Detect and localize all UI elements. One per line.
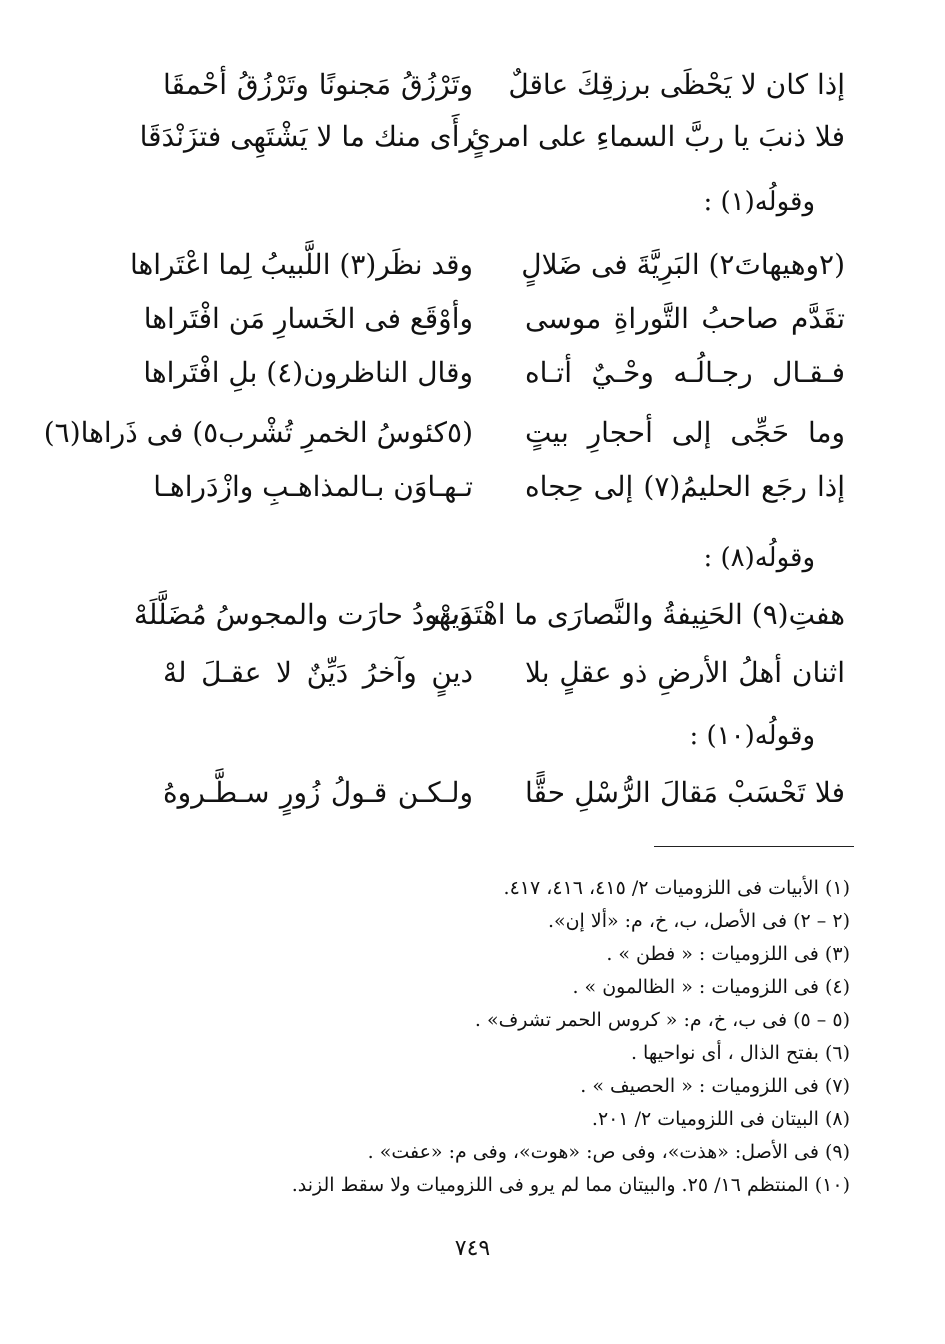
verse-second-hemistich: وأوْقَع فى الخَسارِ مَن افْتَراها [143,302,473,335]
verse-second-hemistich: رأَى منك ما لا يَشْتَهِى فتزَنْدَقَا [139,120,473,153]
verse-second-hemistich: دينٍ وآخرُ دَيِّنٌ لا عقـلَ لهْ [163,656,473,689]
verse-first-hemistich: هفتِ(٩) الحَنِيفةُ والنَّصارَى ما اهْتَدَتْ [433,598,845,631]
verse-first-hemistich: إذا رجَع الحليمُ(٧) إلى حِجاه [525,470,845,503]
verse-first-hemistich: وما حَجِّى إلى أحجارِ بيتٍ [525,416,845,449]
verse-second-hemistich: (٥كئوسُ الخمرِ تُشْرب٥) فى ذَراها(٦) [43,416,473,449]
verse-first-hemistich: فلا تَحْسَبْ مَقالَ الرُّسْلِ حقًّا [525,776,845,809]
verse-first-hemistich: فلا ذنبَ يا ربَّ السماءِ على امرئٍ [468,120,845,153]
verse-line [0,240,945,290]
footnote: (٨) البيتان فى اللزوميات ٢/ ٢٠١. [591,1108,850,1130]
footnote: (١٠) المنتظم ١٦/ ٢٥. والبيتان مما لم يرو فى اللزوميات ولا سقط الزند. [291,1174,850,1196]
footnote: (٩) فى الأصل: «هذت»، وفى ص: «هوت»، وفى م: «عفت» . [367,1141,850,1163]
footnote: (٥ – ٥) فى ب، خ، م: « كروس الحمر تشرف» . [474,1009,850,1031]
section-intro: وقولُه(١٠) : [689,721,815,751]
verse-line [0,60,945,110]
verse-line [0,648,945,698]
verse-second-hemistich: وقد نظَر(٣) اللَّبيبُ لِما اعْتَراها [130,248,473,281]
verse-second-hemistich: وتَرْزُقُ مَجنونًا وتَرْزُقُ أحْمقَا [163,68,473,101]
section-intro: وقولُه(٨) : [703,543,815,573]
verse-second-hemistich: تـهـاوَن بـالمذاهـبِ وازْدَراهـا [153,470,473,503]
footnote: (٤) فى اللزوميات : « الظالمون » . [572,976,850,998]
verse-first-hemistich: (٢وهيهاتَ٢) البَرِيَّةَ فى ضَلالٍ [521,248,845,281]
footnotes-list [90,872,850,1202]
verse-second-hemistich: ويهودُ حارَت والمجوسُ مُضَلَّلَهْ [133,598,473,631]
page-number: ٧٤٩ [454,1236,491,1261]
verse-second-hemistich: ولـكـن قـولُ زُورٍ سـطَّـروهُ [163,776,473,809]
footnote: (١) الأبيات فى اللزوميات ٢/ ٤١٥، ٤١٦، ٤١٧. [503,877,850,899]
footnote: (٦) بفتح الذال ، أى نواحيها . [630,1042,850,1064]
footnote: (٢ – ٢) فى الأصل، ب، خ، م: «ألا إن». [547,910,850,932]
verse-first-hemistich: إذا كان لا يَحْظَى برزقِكَ عاقلٌ [508,68,845,101]
verse-first-hemistich: تقَدَّم صاحبُ التَّوراةِ موسى [525,302,845,335]
verse-line [0,768,945,818]
section-intro: وقولُه(١) : [703,187,815,217]
verse-line [0,294,945,344]
footnote-separator [654,846,854,847]
verse-first-hemistich: فـقـال رجـالُـه وحْـيٌ أتـاه [525,356,845,389]
verse-second-hemistich: وقال الناظرون(٤) بلِ افْتَراها [143,356,473,389]
verse-first-hemistich: اثنان أهلُ الأرضِ ذو عقلٍ بلا [525,656,845,689]
verse-line [0,590,945,640]
footnote: (٧) فى اللزوميات : « الحصيف » . [580,1075,850,1097]
footnote: (٣) فى اللزوميات : « فطن » . [606,943,850,965]
verse-line [0,462,945,512]
verse-line [0,408,945,458]
verse-line [0,112,945,162]
verse-line [0,348,945,398]
